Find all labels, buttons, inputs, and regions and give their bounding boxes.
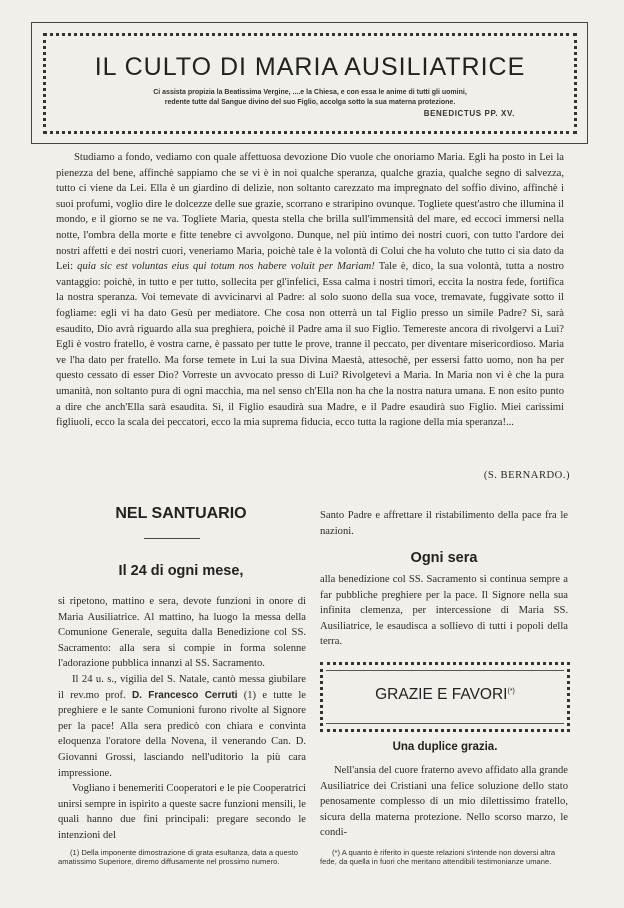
section-divider: [144, 538, 200, 539]
grazie-box-inner-top: [326, 670, 564, 671]
left-p1: si ripetono, mattino e sera, devote funzioni in onore di Maria Ausiliatrice. Al mattino, ha luogo la messa della Comunione Generale, seguita dalla Benedizione col SS. Sacramento: alla sera si compie in forma solenne l'adorazione pubblica innanzi al SS. Sacramento.: [58, 596, 306, 670]
left-p2-name: D. Francesco Cerruti: [131, 689, 238, 701]
intro-paragraph: [56, 150, 564, 431]
left-p3: Vogliano i benemeriti Cooperatori e le pie Cooperatrici unirsi sempre in ispirito a queste sacre funzioni mensili, le quali hanno due fini principali: pregare secondo le intenzioni del: [58, 783, 306, 841]
right-sera-paragraph: [320, 572, 568, 650]
right-p-cont: Santo Padre e affrettare il ristabilimento della pace fra le nazioni.: [320, 510, 568, 537]
section-title-santuario: NEL SANTUARIO: [115, 505, 247, 522]
intro-latin: quia sic est voluntas eius qui totum nos habere voluit per Mariam!: [77, 261, 375, 273]
subheading-ogni-sera: Ogni sera: [410, 550, 478, 566]
page-title: IL CULTO DI MARIA AUSILIATRICE: [94, 53, 526, 81]
right-p-grace: Nell'ansia del cuore fraterno avevo affidato alla grande Ausiliatrice dei Cristiani una felice soluzione dello stato penosamente complesso di un mio dilettissimo fratello, sicura della materna protezione. Nello scorso marzo, le condi-: [320, 765, 568, 839]
left-p2-b: (1) e tutte le preghiere e le sante Comunioni furono rivolte al Signore per la pace! Alla sera predicò con chiara e convinta eloquenza l'oratore della Novena, il venerando Can. D. Giovanni Grossi, lasciando nell'uditorio la più cara impressione.: [58, 689, 306, 779]
left-p2: [58, 672, 306, 781]
grazie-title-mark: (*): [507, 687, 515, 695]
grazie-box-title: [320, 686, 570, 704]
header-quote-line1: Ci assista propizia la Beatissima Vergine, ....e la Chiesa, e con essa le anime di tutti gli uomini,: [153, 89, 467, 96]
intro-text-2: Tale è, dico, la sua volontà, tutta a nostro vantaggio: poichè, in tutto e per tutto, sollecita per gl'infelici, Essa calma i nostri timori, eccita la nostra fede, fortifica la nostra speranza. Voi temevate di avvicinarvi al Padre: al solo suono della sua voce, tremavate, fuggivate sotto il fogliame: egli vi ha dato Gesù per mediatore. Che cosa non otterrà un tal Figlio presso un simile Padre? Sì, sarà esaudito, Dio avrà riguardo alla sua preghiera, poichè il Padre ama il suo Figlio. Temereste ancora di rivolgervi a Lui? Egli è vostro fratello, è vostra carne, è passato per tutte le prove, tranne il peccato, per diventare misericordioso. Maria ve l'ha dato per fratello. Ma forse temete in Lui la sua Divina Maestà, attesochè, per essersi fatto uomo, non ha per questo cessato di esser Dio? Vorreste un avvocato presso di Lui? Rivolgetevi a Maria. In Maria non vi è che la pura umanità, non soltanto pura di ogni macchia, ma nel senso ch'Ella non ha che la nostra natura umana. E non esito punto a dire che anch'Ella sarà esaudita. Sì, il Figlio esaudirà sua Madre, e il Padre esaudirà suo Figlio. Miei carissimi figliuoli, ecco la scala dei peccatori, ecco la mia suprema fiducia, ecco tutta la ragione della mia speranza!...: [56, 261, 564, 429]
left-p2-a: Il 24 u. s., vigilia del S. Natale, cantò messa giubilare il rev.mo prof.: [58, 673, 306, 701]
intro-text: Studiamo a fondo, vediamo con quale affettuosa devozione Dio vuole che onoriamo Maria. Egli ha posto in Lei la pienezza del bene, affinchè sappiamo che se vi è in noi qualche speranza, qualche grazia, qualche segno di salvezza, tutto ci viene da Lei. Ella è un giardino di delizie, non soltanto carezzato ma impregnato del soffio divino, affinchè i suoi profumi, voglio dire le dolcezze delle sue grazie, scorrano e straripino ovunque. Togliete quest'astro che illumina il mondo, e il giorno se ne va. Togliete Maria, questa stella che brilla sull'immensità del mare, ed eccoci immersi nella notte, l'ombra della morte e fitte tenebre ci avvolgono. Dunque, nel più intimo dei nostri cuori, con tutto l'ardore dei nostri affetti e dei nostri cuori, veneriamo Maria, poichè tale è la volontà di Colui che ha voluto che tutto ci sia dato da Lei:: [56, 152, 564, 273]
grazie-box-inner-bottom: [326, 723, 564, 724]
grace-heading: Una duplice grazia.: [392, 741, 498, 753]
subheading-24: Il 24 di ogni mese,: [118, 563, 244, 579]
left-footnote: (1) Della imponente dimostrazione di grata esultanza, data a questo amatissimo Superiore, diremo diffusamente nel prossimo numero.: [58, 848, 298, 867]
header-dotted-box: [43, 33, 577, 134]
right-p-sera: alla benedizione col SS. Sacramento si continua sempre a far pubbliche preghiere per la pace. Il Signore nella sua infinita clemenza, per intercessione di Maria SS. Ausiliatrice, le esaudisca a sollievo di tutti i popoli della terra.: [320, 574, 568, 648]
header-quote-author: BENEDICTUS PP. XV.: [423, 109, 515, 118]
right-cont-paragraph: [320, 508, 568, 539]
intro-author: (S. BERNARDO.): [483, 470, 570, 481]
right-grace-paragraph: [320, 763, 568, 841]
grazie-title-text: GRAZIE E FAVORI: [375, 686, 508, 703]
right-footnote: (*) A quanto è riferito in queste relazioni s'intende non doversi altra fede, da quella in fuori che meritano attendibili testimonianze umane.: [320, 848, 556, 867]
left-column-text: [58, 594, 306, 844]
header-quote-line2: redente tutte dal Sangue divino del suo Figlio, accolga sotto la sua materna protezione.: [164, 99, 456, 106]
